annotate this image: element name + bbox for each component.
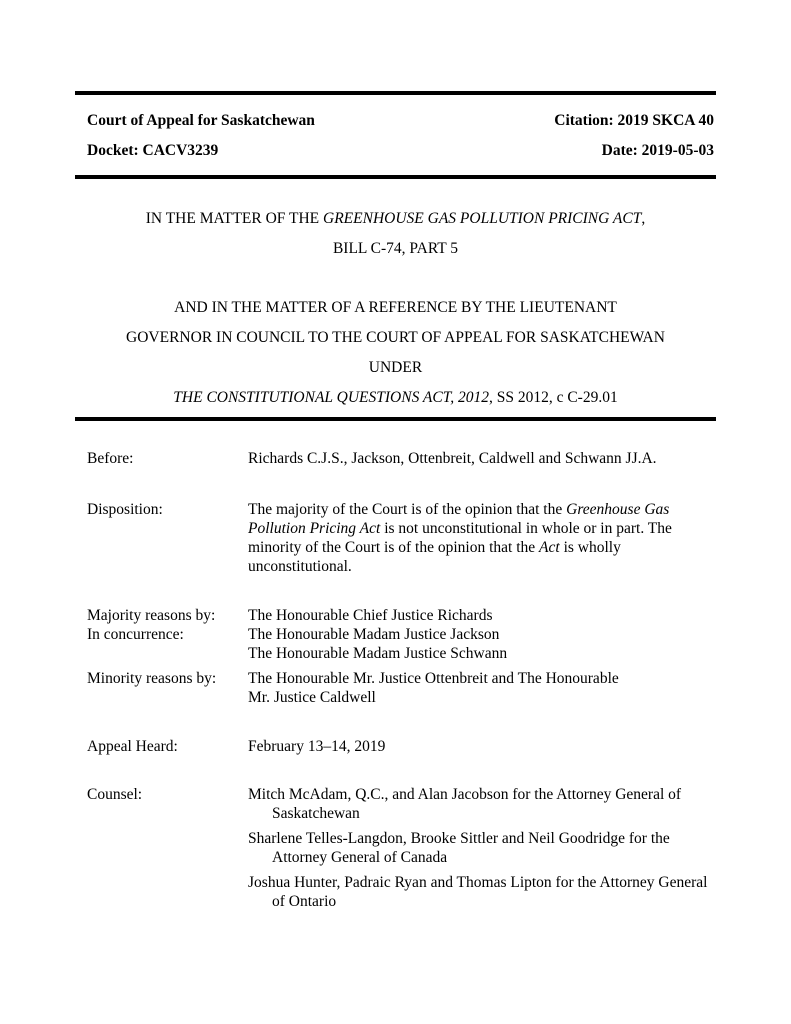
text-line: [248, 786, 681, 803]
concurrence-value: [248, 625, 716, 663]
detail-row-disposition: [87, 500, 716, 576]
italic-text: Pollution Pricing Act: [248, 520, 381, 537]
detail-row-majority-reasons: [87, 606, 716, 625]
text-line: [248, 538, 716, 557]
italic-text: Act: [539, 539, 560, 556]
detail-row-minority-reasons: [87, 669, 716, 707]
text-line: [75, 234, 716, 264]
text-segment: GOVERNOR IN COUNCIL TO THE COURT OF APPEAL FOR SASKATCHEWAN: [126, 329, 665, 346]
text-line: [248, 737, 716, 756]
minority-reasons-value: [248, 669, 716, 707]
page-content: [0, 91, 791, 911]
judgment-date: Date: 2019-05-03: [601, 142, 714, 159]
text-line: [248, 688, 716, 707]
citation: Citation: 2019 SKCA 40: [554, 112, 714, 129]
text-line: [75, 353, 716, 383]
before-value: [248, 449, 716, 468]
text-segment: unconstitutional.: [248, 558, 352, 575]
minority-reasons-label: Minority reasons by:: [87, 670, 217, 687]
text-line: [75, 323, 716, 353]
text-line: [248, 606, 716, 625]
italic-text: Greenhouse Gas: [566, 501, 670, 518]
text-segment: Mitch McAdam, Q.C., and Alan Jacobson for the Attorney General of: [248, 786, 682, 803]
text-segment: Sharlene Telles-Langdon, Brooke Sittler and Neil Goodridge for the: [248, 830, 670, 847]
text-line: [75, 383, 716, 413]
text-line: [272, 849, 447, 866]
appeal-heard-value: [248, 737, 716, 756]
counsel-value: [248, 785, 716, 911]
text-line: [75, 204, 716, 234]
italic-text: GREENHOUSE GAS POLLUTION PRICING ACT: [323, 210, 642, 227]
disposition-label: Disposition:: [87, 501, 163, 518]
text-line: [248, 519, 716, 538]
majority-reasons-label: Majority reasons by:: [87, 607, 216, 624]
court-name: Court of Appeal for Saskatchewan: [87, 112, 315, 129]
majority-reasons-value: [248, 606, 716, 625]
horizontal-rule-title-bottom: [75, 417, 716, 421]
text-line: [248, 669, 716, 688]
text-line: [248, 500, 716, 519]
before-label: Before:: [87, 450, 134, 467]
text-segment: The majority of the Court is of the opinion that the: [248, 501, 567, 518]
text-line: [248, 644, 716, 663]
text-segment: is not unconstitutional in whole or in part. The: [380, 520, 672, 537]
text-segment: Richards C.J.S., Jackson, Ottenbreit, Caldwell and Schwann JJ.A.: [248, 450, 657, 467]
text-segment: BILL C-74, PART 5: [332, 240, 459, 257]
text-segment: AND IN THE MATTER OF A REFERENCE BY THE LIEUTENANT: [174, 299, 617, 316]
text-line: [248, 557, 716, 576]
text-line: [75, 293, 716, 323]
counsel-label: Counsel:: [87, 786, 143, 803]
counsel-entry: [248, 873, 716, 911]
text-line: [248, 874, 707, 891]
text-segment: , SS 2012, c C-29.01: [488, 389, 618, 406]
text-segment: ,: [641, 210, 646, 227]
text-segment: UNDER: [368, 359, 423, 376]
disposition-value: [248, 500, 716, 576]
text-segment: The Honourable Madam Justice Jackson: [248, 626, 500, 643]
text-segment: The Honourable Chief Justice Richards: [248, 607, 493, 624]
text-segment: Attorney General of Canada: [272, 849, 448, 866]
header-row-2: [87, 136, 714, 166]
counsel-entry: [248, 829, 716, 867]
docket-number: Docket: CACV3239: [87, 142, 219, 159]
matter-title: [75, 204, 716, 264]
reference-title: [75, 293, 716, 413]
text-line: [272, 893, 336, 910]
detail-row-counsel: [87, 785, 716, 911]
text-line: [248, 625, 716, 644]
appeal-heard-label: Appeal Heard:: [87, 738, 178, 755]
detail-row-before: [87, 449, 716, 468]
case-details: [75, 449, 716, 911]
header-row-1: [87, 106, 714, 136]
text-segment: minority of the Court is of the opinion that the: [248, 539, 540, 556]
text-segment: The Honourable Madam Justice Schwann: [248, 645, 508, 662]
horizontal-rule-header-bottom: [75, 175, 716, 179]
text-line: [248, 449, 716, 468]
italic-text: THE CONSTITUTIONAL QUESTIONS ACT, 2012: [173, 389, 489, 406]
text-segment: of Ontario: [272, 893, 337, 910]
text-line: [248, 830, 670, 847]
document-header: [75, 95, 716, 175]
concurrence-label: In concurrence:: [87, 626, 184, 643]
detail-row-concurrence: [87, 625, 716, 663]
detail-row-appeal-heard: [87, 737, 716, 756]
counsel-entry: [248, 785, 716, 823]
text-segment: Joshua Hunter, Padraic Ryan and Thomas Lipton for the Attorney General: [248, 874, 708, 891]
text-segment: February 13–14, 2019: [248, 738, 386, 755]
text-segment: Saskatchewan: [272, 805, 360, 822]
text-segment: Mr. Justice Caldwell: [248, 689, 376, 706]
text-line: [272, 805, 360, 822]
text-segment: IN THE MATTER OF THE: [145, 210, 324, 227]
text-segment: is wholly: [559, 539, 621, 556]
text-segment: The Honourable Mr. Justice Ottenbreit and The Honourable: [248, 670, 619, 687]
